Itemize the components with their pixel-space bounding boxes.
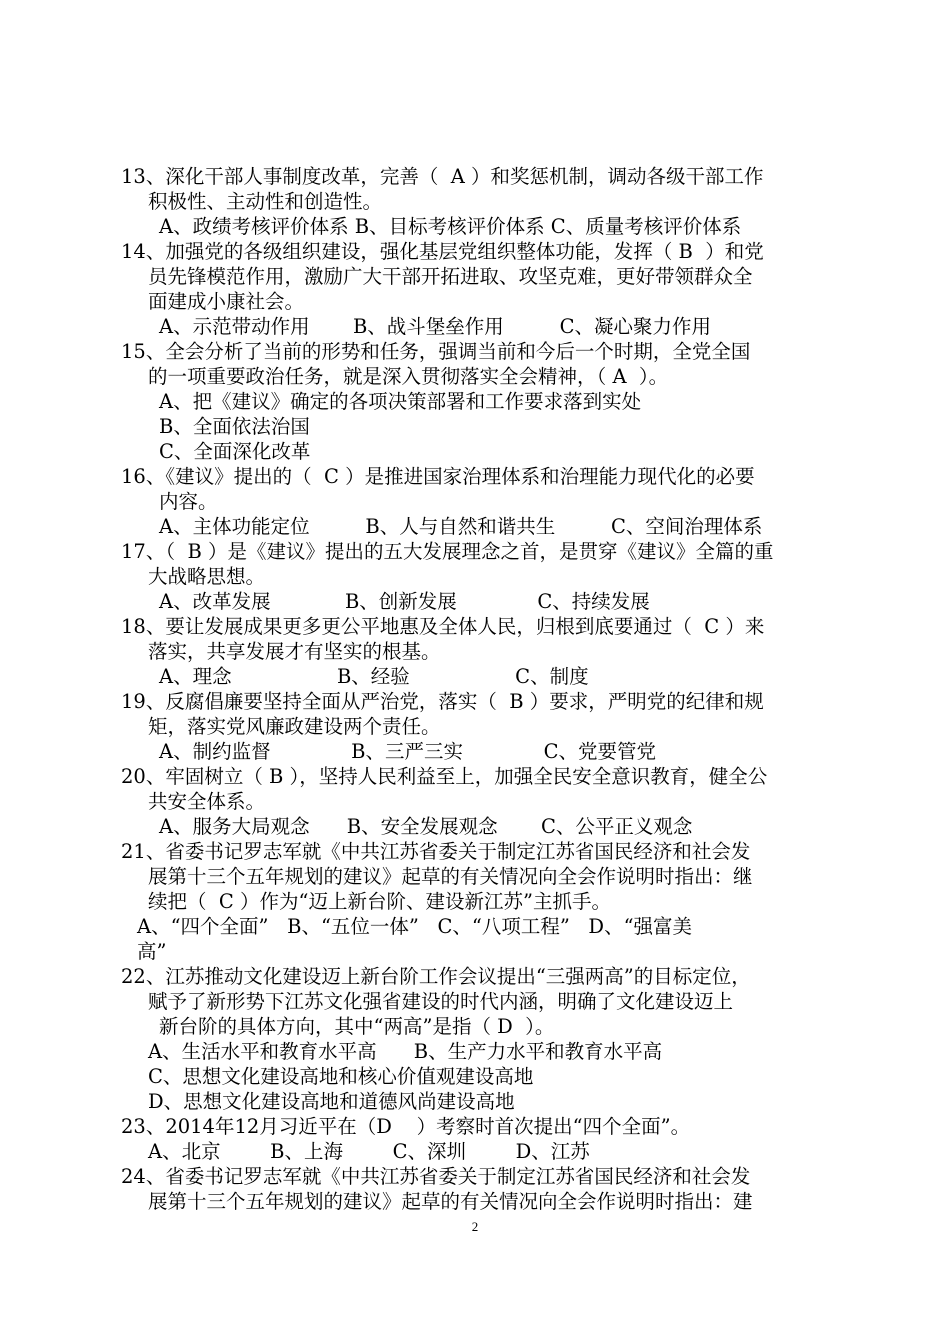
question-17-line-2: 大战略思想。 (148, 565, 266, 588)
question-21-line-1: 21、省委书记罗志军就《中共江苏省委关于制定江苏省国民经济和社会发 (121, 840, 751, 863)
question-21-options-wrap: 高” (137, 940, 167, 963)
question-14-line-3: 面建成小康社会。 (148, 290, 305, 313)
question-24-line-1: 24、省委书记罗志军就《中共江苏省委关于制定江苏省国民经济和社会发 (121, 1165, 751, 1188)
question-15-option-a: A、把《建议》确定的各项决策部署和工作要求落到实处 (159, 390, 642, 413)
question-13-line-2: 积极性、主动性和创造性。 (148, 190, 383, 213)
question-16-line-2: 内容。 (159, 490, 218, 513)
question-21-options: A、“四个全面” B、“五位一体” C、“八项工程” D、“强富美 (137, 915, 693, 938)
question-17-line-1: 17、（ B ）是《建议》提出的五大发展理念之首，是贯穿《建议》全篇的重 (121, 540, 774, 563)
question-18-line-2: 落实，共享发展才有坚实的根基。 (148, 640, 441, 663)
question-21-line-2: 展第十三个五年规划的建议》起草的有关情况向全会作说明时指出：继 (148, 865, 753, 888)
question-17-options: A、改革发展 B、创新发展 C、持续发展 (159, 590, 650, 613)
question-14-line-1: 14、加强党的各级组织建设，强化基层党组织整体功能，发挥（ B ）和党 (121, 240, 764, 263)
question-13-options: A、政绩考核评价体系 B、目标考核评价体系 C、质量考核评价体系 (159, 215, 742, 238)
question-23-options: A、北京 B、上海 C、深圳 D、江苏 (148, 1140, 590, 1163)
question-21-line-3: 续把（ C ）作为“迈上新台阶、建设新江苏”主抓手。 (148, 890, 611, 913)
question-20-options: A、服务大局观念 B、安全发展观念 C、公平正义观念 (159, 815, 693, 838)
question-18-line-1: 18、要让发展成果更多更公平地惠及全体人民，归根到底要通过（ C ）来 (121, 615, 765, 638)
question-22-line-2: 赋予了新形势下江苏文化强省建设的时代内涵，明确了文化建设迈上 (148, 990, 734, 1013)
question-23-line-1: 23、2014年12月习近平在（D ）考察时首次提出“四个全面”。 (121, 1115, 691, 1138)
question-15-line-2: 的一项重要政治任务，就是深入贯彻落实全会精神，（ A ）。 (148, 365, 669, 388)
question-19-line-1: 19、反腐倡廉要坚持全面从严治党，落实（ B ）要求，严明党的纪律和规 (121, 690, 764, 713)
page-number: 2 (471, 1219, 479, 1234)
question-22-line-1: 22、江苏推动文化建设迈上新台阶工作会议提出“三强两高”的目标定位， (121, 965, 751, 988)
question-18-options: A、理念 B、经验 C、制度 (159, 665, 589, 688)
question-22-option-d: D、思想文化建设高地和道德风尚建设高地 (148, 1090, 515, 1113)
question-14-options: A、示范带动作用 B、战斗堡垒作用 C、凝心聚力作用 (159, 315, 712, 338)
question-22-option-c: C、思想文化建设高地和核心价值观建设高地 (148, 1065, 534, 1088)
question-16-line-1: 16、《建议》提出的（ C ）是推进国家治理体系和治理能力现代化的必要 (121, 465, 755, 488)
question-22-option-ab: A、生活水平和教育水平高 B、生产力水平和教育水平高 (148, 1040, 663, 1063)
question-19-line-2: 矩，落实党风廉政建设两个责任。 (148, 715, 441, 738)
question-13-line-1: 13、深化干部人事制度改革，完善（ A ）和奖惩机制，调动各级干部工作 (121, 165, 764, 188)
question-20-line-1: 20、牢固树立（ B ），坚持人民利益至上，加强全民安全意识教育，健全公 (121, 765, 768, 788)
question-14-line-2: 员先锋模范作用，激励广大干部开拓进取、攻坚克难，更好带领群众全 (148, 265, 753, 288)
question-22-line-3: 新台阶的具体方向，其中“两高”是指（ D ）。 (159, 1015, 555, 1038)
question-15-line-1: 15、全会分析了当前的形势和任务，强调当前和今后一个时期，全党全国 (121, 340, 751, 363)
question-24-line-2: 展第十三个五年规划的建议》起草的有关情况向全会作说明时指出：建 (148, 1190, 753, 1213)
question-16-options: A、主体功能定位 B、人与自然和谐共生 C、空间治理体系 (159, 515, 763, 538)
question-20-line-2: 共安全体系。 (148, 790, 266, 813)
question-15-option-b: B、全面依法治国 (159, 415, 310, 438)
question-19-options: A、制约监督 B、三严三实 C、党要管党 (159, 740, 656, 763)
question-15-option-c: C、全面深化改革 (159, 440, 311, 463)
